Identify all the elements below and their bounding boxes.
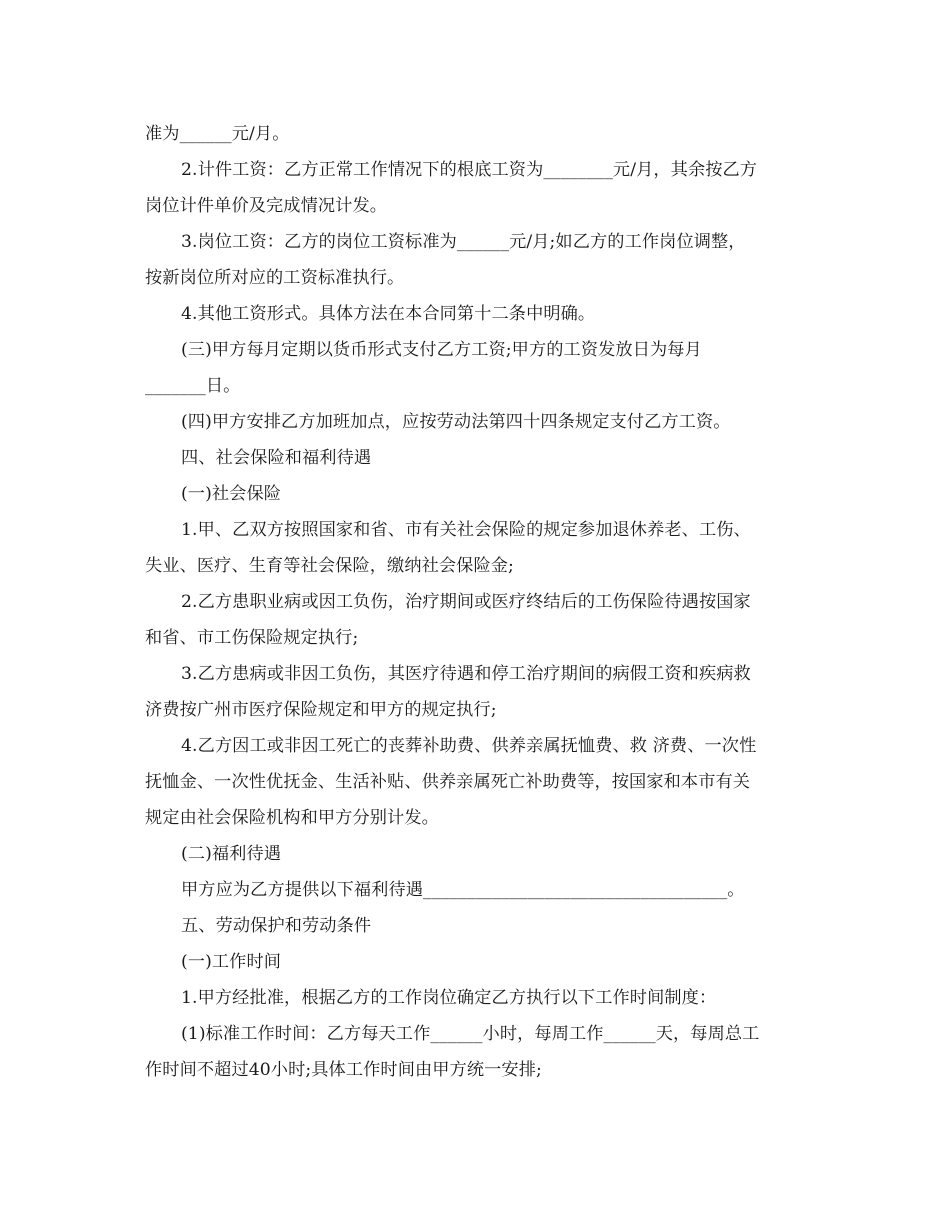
text-line: 1.甲、乙双方按照国家和省、市有关社会保险的规定参加退休养老、工伤、 <box>181 520 751 540</box>
subsection-heading: (一)社会保险 <box>181 484 282 504</box>
text-line: 2.计件工资：乙方正常工作情况下的根底工资为________元/月，其余按乙方 <box>181 160 758 180</box>
subsection-heading: (二)福利待遇 <box>181 844 282 864</box>
document-body <box>145 116 813 1088</box>
text-line: 1.甲方经批准，根据乙方的工作岗位确定乙方执行以下工作时间制度： <box>181 988 717 1008</box>
text-line: 抚恤金、一次性优抚金、生活补贴、供养亲属死亡补助费等，按国家和本市有关 <box>145 772 751 792</box>
text-line: _______日。 <box>145 376 241 396</box>
text-line: 按新岗位所对应的工资标准执行。 <box>145 268 405 288</box>
section-heading: 五、劳动保护和劳动条件 <box>181 916 372 936</box>
section-heading: 四、社会保险和福利待遇 <box>181 448 372 468</box>
text-line: 规定由社会保险机构和甲方分别计发。 <box>145 808 439 828</box>
text-line: 甲方应为乙方提供以下福利待遇___________________________________。 <box>181 880 745 900</box>
text-line: 2.乙方患职业病或因工负伤，治疗期间或医疗终结后的工伤保险待遇按国家 <box>181 592 751 612</box>
subsection-heading: (一)工作时间 <box>181 952 282 972</box>
text-line: 作时间不超过40小时;具体工作时间由甲方统一安排; <box>145 1060 542 1080</box>
text-line: 3.岗位工资：乙方的岗位工资标准为______元/月;如乙方的工作岗位调整， <box>181 232 746 252</box>
text-line: 4.乙方因工或非因工死亡的丧葬补助费、供养亲属抚恤费、救 济费、一次性 <box>181 736 757 756</box>
text-line: 岗位计件单价及完成情况计发。 <box>145 196 388 216</box>
text-line: 济费按广州市医疗保险规定和甲方的规定执行; <box>145 700 497 720</box>
text-line: 3.乙方患病或非因工负伤，其医疗待遇和停工治疗期间的病假工资和疾病救 <box>181 664 751 684</box>
text-line: (四)甲方安排乙方加班加点，应按劳动法第四十四条规定支付乙方工资。 <box>181 412 731 432</box>
text-line: 失业、医疗、生育等社会保险，缴纳社会保险金; <box>145 556 514 576</box>
text-line: 4.其他工资形式。具体方法在本合同第十二条中明确。 <box>181 304 596 324</box>
text-line: 准为______元/月。 <box>145 124 290 144</box>
text-line: 和省、市工伤保险规定执行; <box>145 628 359 648</box>
text-line: (1)标准工作时间：乙方每天工作______小时，每周工作______天，每周总工 <box>181 1024 760 1044</box>
text-line: (三)甲方每月定期以货币形式支付乙方工资;甲方的工资发放日为每月 <box>181 340 702 360</box>
